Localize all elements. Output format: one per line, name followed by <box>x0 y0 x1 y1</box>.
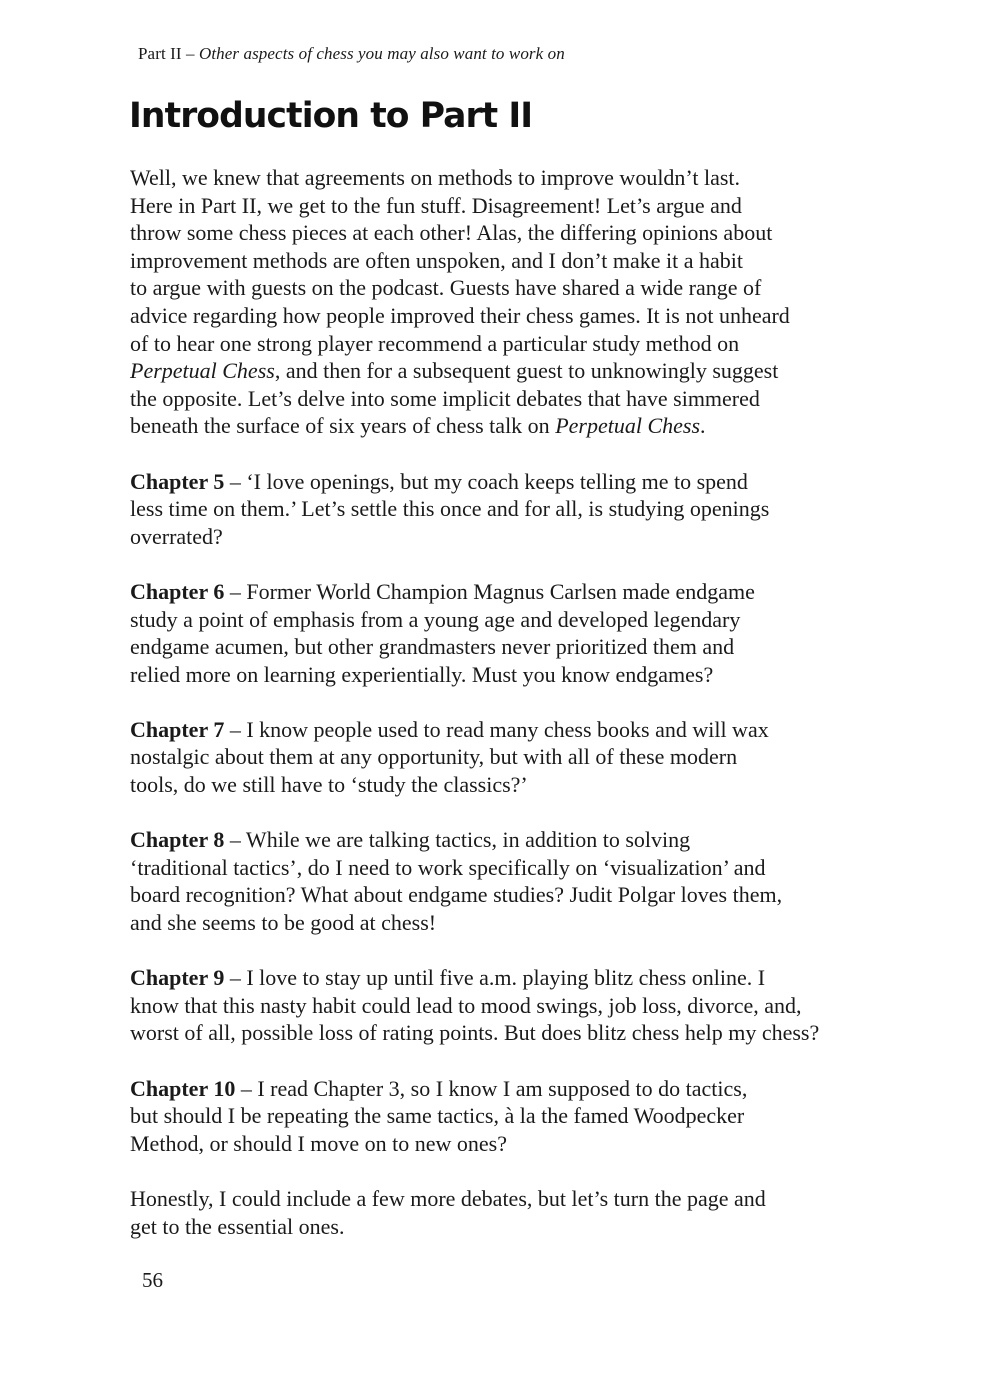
podcast-title: Perpetual Chess <box>130 358 275 384</box>
chapter-label: Chapter 5 <box>130 468 225 494</box>
intro-line-text: beneath the surface of six years of chess talk on <box>130 413 556 439</box>
page-number: 56 <box>142 1268 163 1292</box>
chapter-line: tools, do we still have to ‘study the classics?’ <box>130 772 528 798</box>
chapter-line: less time on them.’ Let’s settle this once and for all, is studying openings <box>130 496 770 522</box>
chapter-line <box>130 964 870 992</box>
intro-line: throw some chess pieces at each other! Alas, the differing opinions about <box>130 220 773 246</box>
intro-line: improvement methods are often unspoken, and I don’t make it a habit <box>130 247 743 273</box>
chapter-text: – I know people used to read many chess books and will wax <box>224 716 769 742</box>
chapter-line: ‘traditional tactics’, do I need to work specifically on ‘visualization’ and <box>130 854 766 880</box>
chapter-label: Chapter 10 <box>130 1075 236 1101</box>
chapter-line: and she seems to be good at chess! <box>130 910 437 936</box>
closing-paragraph <box>130 1185 870 1240</box>
running-head-part: Part II <box>138 44 182 63</box>
intro-line: the opposite. Let’s delve into some implicit debates that have simmered <box>130 385 760 411</box>
running-head-subtitle: Other aspects of chess you may also want to work on <box>198 44 565 63</box>
chapter-label: Chapter 6 <box>130 578 225 604</box>
chapter-line: overrated? <box>130 523 223 549</box>
chapter-line: relied more on learning experientially. Must you know endgames? <box>130 661 714 687</box>
chapter-line <box>130 826 870 854</box>
chapter-text: – While we are talking tactics, in addition to solving <box>224 827 691 853</box>
intro-line: Here in Part II, we get to the fun stuff. Disagreement! Let’s argue and <box>130 192 742 218</box>
closing-line: get to the essential ones. <box>130 1213 345 1239</box>
running-head-separator: – <box>181 44 199 63</box>
chapter-line: nostalgic about them at any opportunity, but with all of these modern <box>130 744 738 770</box>
chapter-line: but should I be repeating the same tactics, à la the famed Woodpecker <box>130 1103 745 1129</box>
chapter-6-paragraph <box>130 578 870 688</box>
chapter-line <box>130 716 870 744</box>
intro-line: advice regarding how people improved their chess games. It is not unheard <box>130 302 790 328</box>
chapter-text: – I love to stay up until five a.m. playing blitz chess online. I <box>224 965 766 991</box>
intro-line-text: , and then for a subsequent guest to unknowingly suggest <box>274 358 779 384</box>
chapter-text: – Former World Champion Magnus Carlsen made endgame <box>224 578 755 604</box>
intro-line: of to hear one strong player recommend a particular study method on <box>130 330 740 356</box>
chapter-line: endgame acumen, but other grandmasters never prioritized them and <box>130 634 735 660</box>
chapter-line <box>130 468 870 496</box>
chapter-label: Chapter 9 <box>130 965 225 991</box>
chapter-line: board recognition? What about endgame studies? Judit Polgar loves them, <box>130 882 783 908</box>
chapter-label: Chapter 8 <box>130 827 225 853</box>
body-text <box>130 164 870 1268</box>
podcast-title: Perpetual Chess <box>555 413 701 439</box>
intro-paragraph <box>130 164 870 440</box>
intro-line <box>130 357 870 385</box>
intro-line-text: . <box>700 413 706 439</box>
intro-line: to argue with guests on the podcast. Guests have shared a wide range of <box>130 275 762 301</box>
intro-line <box>130 412 870 440</box>
chapter-text: – I read Chapter 3, so I know I am supposed to do tactics, <box>235 1075 748 1101</box>
chapter-8-paragraph <box>130 826 870 936</box>
chapter-line: worst of all, possible loss of rating points. But does blitz chess help my chess? <box>130 1020 820 1046</box>
chapter-10-paragraph <box>130 1075 870 1158</box>
chapter-text: – ‘I love openings, but my coach keeps telling me to spend <box>224 468 748 494</box>
closing-line: Honestly, I could include a few more debates, but let’s turn the page and <box>130 1185 766 1211</box>
running-head <box>138 44 565 64</box>
intro-line: Well, we knew that agreements on methods to improve wouldn’t last. <box>130 165 741 190</box>
page-title: Introduction to Part II <box>129 96 533 136</box>
chapter-line <box>130 578 870 606</box>
chapter-line: study a point of emphasis from a young age and developed legendary <box>130 606 741 632</box>
chapter-line: Method, or should I move on to new ones? <box>130 1130 507 1156</box>
chapter-5-paragraph <box>130 468 870 551</box>
chapter-label: Chapter 7 <box>130 716 225 742</box>
chapter-line: know that this nasty habit could lead to mood swings, job loss, divorce, and, <box>130 992 802 1018</box>
chapter-9-paragraph <box>130 964 870 1047</box>
chapter-7-paragraph <box>130 716 870 799</box>
chapter-line <box>130 1075 870 1103</box>
